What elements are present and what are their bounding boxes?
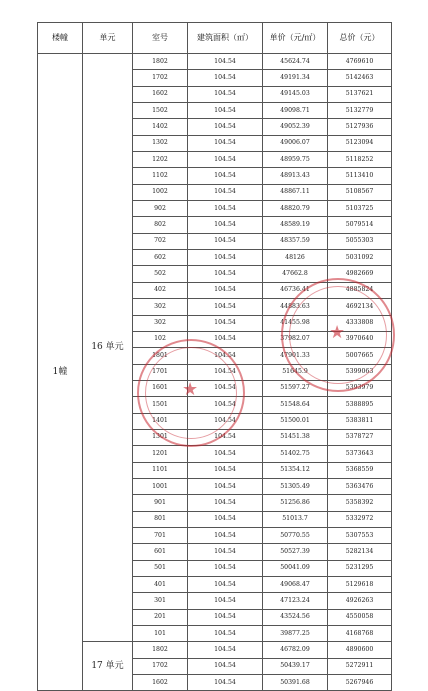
area-cell: 104.54 [188,626,263,642]
area-cell: 104.54 [188,495,263,511]
total-price-cell: 5123094 [328,135,392,151]
unit-price-cell: 48867.11 [263,184,328,200]
area-cell: 104.54 [188,201,263,217]
room-cell: 1302 [133,135,188,151]
total-price-cell: 4168768 [328,626,392,642]
unit-price-cell: 51548.64 [263,397,328,413]
total-price-cell: 4692134 [328,299,392,315]
room-cell: 401 [133,577,188,593]
table-body [38,54,392,691]
area-cell: 104.54 [188,446,263,462]
area-cell: 104.54 [188,103,263,119]
total-price-cell: 5127936 [328,119,392,135]
total-price-cell: 5267946 [328,675,392,691]
unit-price-cell: 48357.59 [263,233,328,249]
header-area: 建筑面积（㎡） [188,23,263,54]
unit-cell: 16 单元 [83,54,133,642]
area-cell: 104.54 [188,217,263,233]
room-cell: 1702 [133,70,188,86]
unit-price-cell: 50391.68 [263,675,328,691]
total-price-cell: 5307553 [328,527,392,543]
header-room: 室号 [133,23,188,54]
unit-price-cell: 41455.98 [263,315,328,331]
unit-price-cell: 51354.12 [263,462,328,478]
table-row [38,54,392,70]
room-cell: 1101 [133,462,188,478]
total-price-cell: 5079514 [328,217,392,233]
unit-price-cell: 51451.38 [263,429,328,445]
unit-price-cell: 51597.27 [263,380,328,396]
room-cell: 1701 [133,364,188,380]
unit-price-cell: 51500.01 [263,413,328,429]
room-cell: 1602 [133,675,188,691]
unit-price-cell: 49145.03 [263,86,328,102]
seal-star-icon: ★ [329,322,346,343]
area-cell: 104.54 [188,380,263,396]
area-cell: 104.54 [188,593,263,609]
total-price-cell: 5368559 [328,462,392,478]
room-cell: 101 [133,626,188,642]
room-cell: 1602 [133,86,188,102]
room-cell: 102 [133,331,188,347]
unit-price-cell: 39877.25 [263,626,328,642]
total-price-cell: 5399063 [328,364,392,380]
unit-price-cell: 50041.09 [263,560,328,576]
unit-price-cell: 49006.07 [263,135,328,151]
area-cell: 104.54 [188,429,263,445]
room-cell: 1702 [133,658,188,674]
room-cell: 501 [133,560,188,576]
room-cell: 1002 [133,184,188,200]
room-cell: 201 [133,609,188,625]
area-cell: 104.54 [188,266,263,282]
room-cell: 701 [133,527,188,543]
room-cell: 1202 [133,152,188,168]
area-cell: 104.54 [188,560,263,576]
total-price-cell: 5113410 [328,168,392,184]
area-cell: 104.54 [188,527,263,543]
unit-price-cell: 51013.7 [263,511,328,527]
unit-price-cell: 47123.24 [263,593,328,609]
unit-price-cell: 49098.71 [263,103,328,119]
room-cell: 1301 [133,429,188,445]
room-cell: 502 [133,266,188,282]
header-total-price: 总价（元） [328,23,392,54]
room-cell: 1801 [133,348,188,364]
unit-price-cell: 45624.74 [263,54,328,70]
unit-price-cell: 43524.56 [263,609,328,625]
total-price-cell: 4926263 [328,593,392,609]
area-cell: 104.54 [188,119,263,135]
unit-price-cell: 44883.63 [263,299,328,315]
price-table [37,22,392,691]
unit-price-cell: 49052.39 [263,119,328,135]
total-price-cell: 4333808 [328,315,392,331]
unit-price-cell: 46736.41 [263,282,328,298]
area-cell: 104.54 [188,299,263,315]
room-cell: 1001 [133,478,188,494]
unit-price-cell: 49068.47 [263,577,328,593]
total-price-cell: 5388895 [328,397,392,413]
area-cell: 104.54 [188,315,263,331]
room-cell: 801 [133,511,188,527]
unit-price-cell: 51305.49 [263,478,328,494]
unit-price-cell: 48589.19 [263,217,328,233]
area-cell: 104.54 [188,462,263,478]
area-cell: 104.54 [188,331,263,347]
area-cell: 104.54 [188,86,263,102]
room-cell: 402 [133,282,188,298]
area-cell: 104.54 [188,478,263,494]
total-price-cell: 5137621 [328,86,392,102]
total-price-cell: 5373643 [328,446,392,462]
area-cell: 104.54 [188,168,263,184]
total-price-cell: 5108567 [328,184,392,200]
total-price-cell: 5129618 [328,577,392,593]
total-price-cell: 5383811 [328,413,392,429]
area-cell: 104.54 [188,70,263,86]
total-price-cell: 5272911 [328,658,392,674]
seal-star-icon: ★ [182,379,199,400]
area-cell: 104.54 [188,364,263,380]
header-unit-price: 单价（元/㎡） [263,23,328,54]
area-cell: 104.54 [188,609,263,625]
area-cell: 104.54 [188,675,263,691]
unit-price-cell: 48126 [263,250,328,266]
total-price-cell: 5363476 [328,478,392,494]
room-cell: 1501 [133,397,188,413]
area-cell: 104.54 [188,413,263,429]
total-price-cell: 5031092 [328,250,392,266]
area-cell: 104.54 [188,577,263,593]
area-cell: 104.54 [188,544,263,560]
total-price-cell: 5118252 [328,152,392,168]
area-cell: 104.54 [188,135,263,151]
area-cell: 104.54 [188,233,263,249]
area-cell: 104.54 [188,511,263,527]
room-cell: 301 [133,593,188,609]
unit-price-cell: 50439.17 [263,658,328,674]
room-cell: 702 [133,233,188,249]
unit-price-cell: 46782.09 [263,642,328,658]
price-sheet [37,22,391,686]
unit-price-cell: 49191.34 [263,70,328,86]
room-cell: 1802 [133,642,188,658]
room-cell: 901 [133,495,188,511]
header-row [38,23,392,54]
total-price-cell: 5132779 [328,103,392,119]
unit-price-cell: 37982.07 [263,331,328,347]
total-price-cell: 4885824 [328,282,392,298]
total-price-cell: 5142463 [328,70,392,86]
total-price-cell: 5055303 [328,233,392,249]
room-cell: 1102 [133,168,188,184]
unit-price-cell: 51402.75 [263,446,328,462]
unit-cell: 17 单元 [83,642,133,691]
area-cell: 104.54 [188,152,263,168]
building-cell: 1幢 [38,54,83,691]
room-cell: 1601 [133,380,188,396]
total-price-cell: 5378727 [328,429,392,445]
room-cell: 1402 [133,119,188,135]
room-cell: 1802 [133,54,188,70]
header-building: 楼幢 [38,23,83,54]
unit-price-cell: 48913.43 [263,168,328,184]
total-price-cell: 5103725 [328,201,392,217]
unit-price-cell: 50770.55 [263,527,328,543]
table-row [38,642,392,658]
unit-price-cell: 50527.39 [263,544,328,560]
area-cell: 104.54 [188,658,263,674]
unit-price-cell: 48820.79 [263,201,328,217]
unit-price-cell: 47662.8 [263,266,328,282]
unit-price-cell: 51645.9 [263,364,328,380]
total-price-cell: 5358392 [328,495,392,511]
area-cell: 104.54 [188,282,263,298]
area-cell: 104.54 [188,184,263,200]
unit-price-cell: 47901.33 [263,348,328,364]
total-price-cell: 5282134 [328,544,392,560]
area-cell: 104.54 [188,250,263,266]
area-cell: 104.54 [188,642,263,658]
room-cell: 902 [133,201,188,217]
area-cell: 104.54 [188,348,263,364]
total-price-cell: 5007665 [328,348,392,364]
total-price-cell: 5231295 [328,560,392,576]
total-price-cell: 4769610 [328,54,392,70]
area-cell: 104.54 [188,397,263,413]
unit-price-cell: 48959.75 [263,152,328,168]
room-cell: 601 [133,544,188,560]
total-price-cell: 5332972 [328,511,392,527]
total-price-cell: 5393979 [328,380,392,396]
area-cell: 104.54 [188,54,263,70]
room-cell: 802 [133,217,188,233]
room-cell: 602 [133,250,188,266]
total-price-cell: 4890600 [328,642,392,658]
total-price-cell: 4550058 [328,609,392,625]
header-unit: 单元 [83,23,133,54]
unit-price-cell: 51256.86 [263,495,328,511]
room-cell: 302 [133,299,188,315]
room-cell: 1201 [133,446,188,462]
room-cell: 1502 [133,103,188,119]
total-price-cell: 3970640 [328,331,392,347]
room-cell: 1401 [133,413,188,429]
room-cell: 302 [133,315,188,331]
total-price-cell: 4982669 [328,266,392,282]
